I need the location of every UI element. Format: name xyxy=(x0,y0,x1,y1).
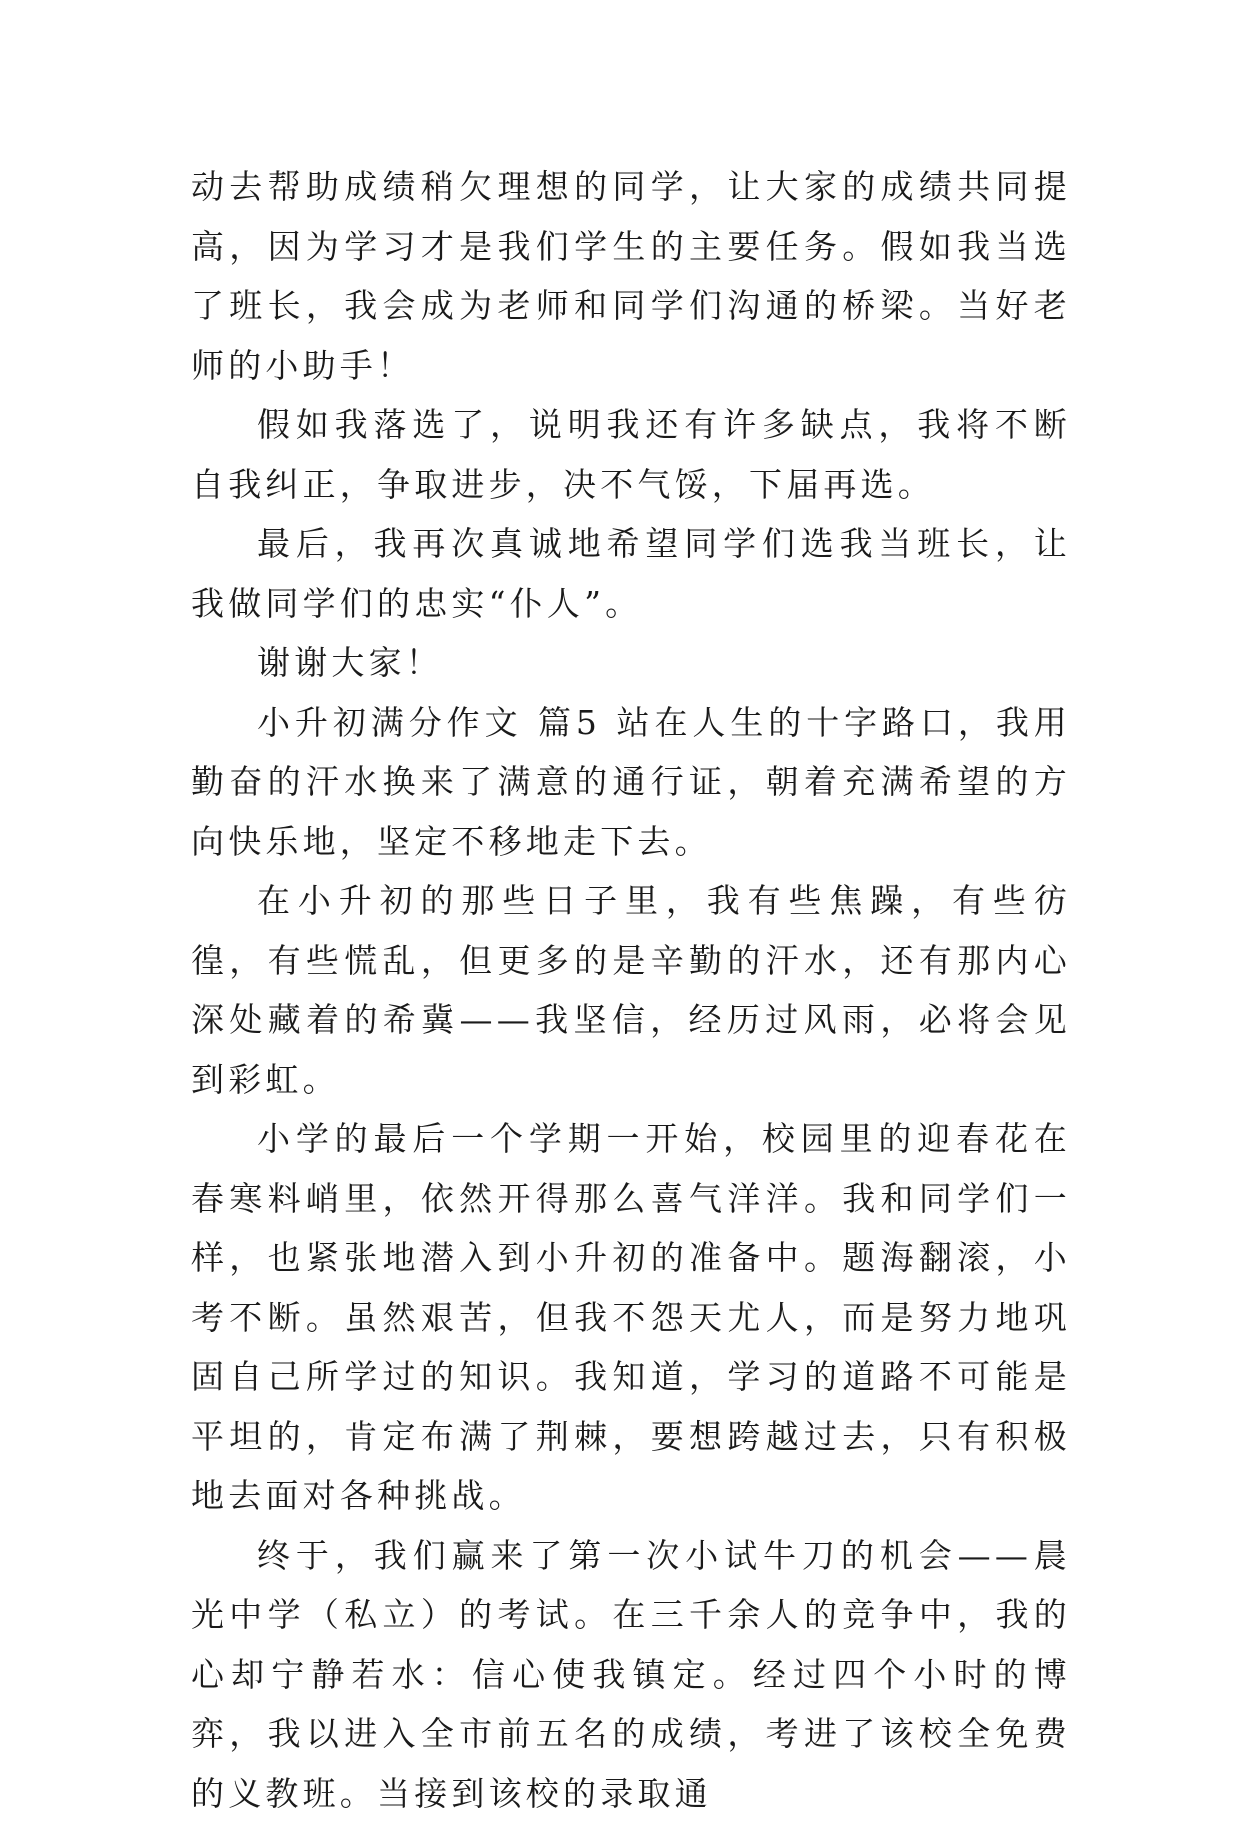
document-body xyxy=(191,157,1071,1823)
paragraph: 小学的最后一个学期一开始，校园里的迎春花在春寒料峭里，依然开得那么喜气洋洋。我和同学们一样，也紧张地潜入到小升初的准备中。题海翻滚，小考不断。虽然艰苦，但我不怨天尤人，而是努力地巩固自己所学过的知识。我知道，学习的道路不可能是平坦的，肯定布满了荆棘，要想跨越过去，只有积极地去面对各种挑战。 xyxy=(191,1109,1071,1526)
paragraph: 谢谢大家！ xyxy=(191,633,1071,693)
paragraph: 终于，我们赢来了第一次小试牛刀的机会——晨光中学（私立）的考试。在三千余人的竞争中，我的心却宁静若水：信心使我镇定。经过四个小时的博弈，我以进入全市前五名的成绩，考进了该校全免费的义教班。当接到该校的录取通 xyxy=(191,1526,1071,1823)
section-heading-paragraph: 小升初满分作文 篇5 站在人生的十字路口，我用勤奋的汗水换来了满意的通行证，朝着充满希望的方向快乐地，坚定不移地走下去。 xyxy=(191,693,1071,872)
paragraph: 在小升初的那些日子里，我有些焦躁，有些彷徨，有些慌乱，但更多的是辛勤的汗水，还有那内心深处藏着的希冀——我坚信，经历过风雨，必将会见到彩虹。 xyxy=(191,871,1071,1109)
paragraph: 动去帮助成绩稍欠理想的同学，让大家的成绩共同提高，因为学习才是我们学生的主要任务。假如我当选了班长，我会成为老师和同学们沟通的桥梁。当好老师的小助手！ xyxy=(191,157,1071,395)
paragraph: 假如我落选了，说明我还有许多缺点，我将不断自我纠正，争取进步，决不气馁，下届再选。 xyxy=(191,395,1071,514)
paragraph: 最后，我再次真诚地希望同学们选我当班长，让我做同学们的忠实“仆人”。 xyxy=(191,514,1071,633)
